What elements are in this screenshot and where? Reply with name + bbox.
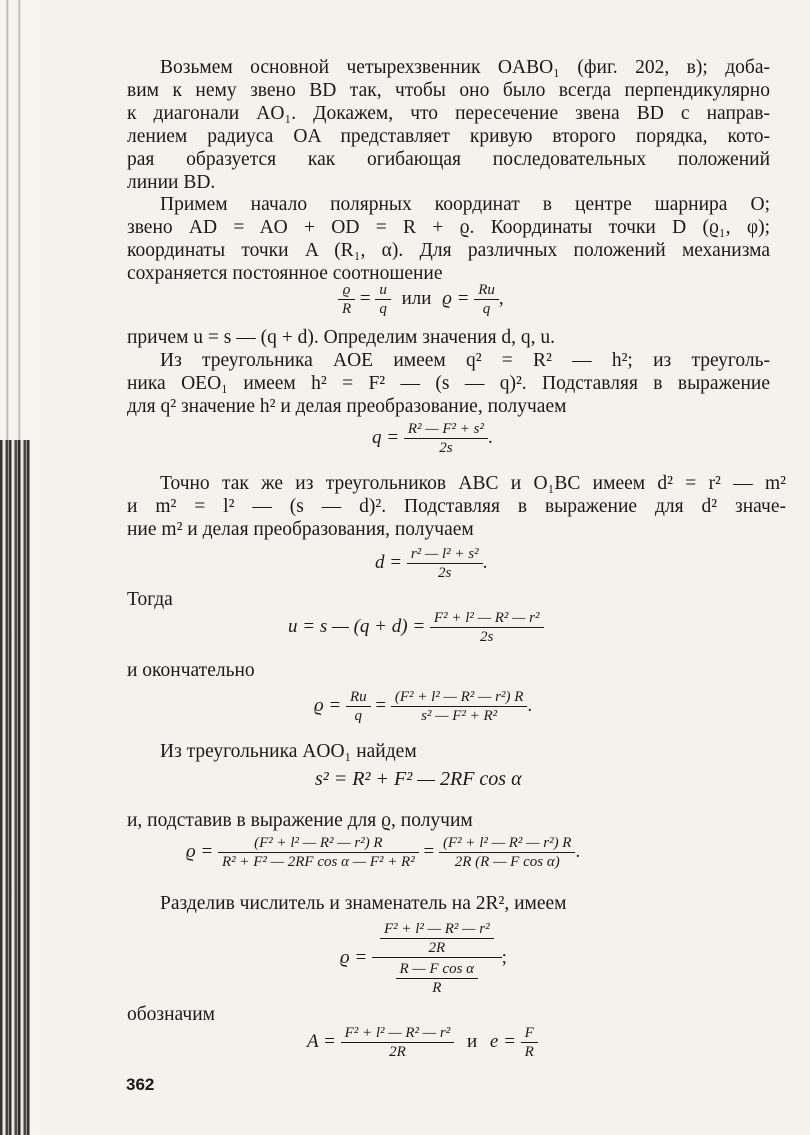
scan-binding-shadow [0, 440, 30, 1135]
para3-line3: ника OEO₁ имеем h² = F² — (s — q)². Подставляя в выражение [127, 373, 770, 394]
para1-line1: Возьмем основной четырехзвенник OABO₁ (фиг. 202, в); доба- [160, 57, 770, 78]
text-togda: Тогда [127, 589, 173, 610]
equation-u: u = s — (q + d) = $\frac{\text{F² + l² — R² — r²}}{2s}$ [288, 609, 544, 646]
para3-line1: причем u = s — (q + d). Определим значения d, q, u. [127, 327, 556, 348]
equation-s-squared: s² = R² + F² — 2RF cos α [315, 768, 522, 790]
para4-line2: и m² = l² — (s — d)². Подставляя в выражение для d² значе- [127, 496, 786, 517]
para1-line5: рая образуется как огибающая последовательных положений [127, 149, 770, 170]
equation-d: d = $\frac{\text{r² — l² + s²}}{2s}$ . [375, 546, 488, 581]
equation-rho-expanded: ϱ = $\frac{\text{(F² + l² — R² — r²) R}}{\text{R² + F² — 2RF cos α — F² + R²}}$ = $\frac{\text{(F² + l² — R² — r²) R}}{\text{2R (R — F cos α)}}$ . [186, 835, 581, 870]
para4-line3: ние m² и делая преобразования, получаем [127, 519, 474, 540]
para2-line4: сохраняется постоянное соотношение [127, 263, 443, 284]
text-razdeliv: Разделив числитель и знаменатель на 2R², имеем [160, 893, 567, 914]
para2-line3: координаты точки A (R₁, α). Для различных положений механизма [127, 240, 770, 261]
para1-line4: лением радиуса OA представляет кривую второго порядка, кото- [127, 126, 770, 147]
para3-line2: Из треугольника AOE имеем q² = R² — h²; из треуголь- [160, 350, 770, 371]
text-oboznachim: обозначим [127, 1004, 216, 1025]
equation-rho-final: ϱ = $\frac{Ru}{q}$ = $\frac{\text{(F² + l² — R² — r²) R}}{\text{s² — F² + R²}}$ . [314, 689, 533, 724]
para2-line1: Примем начало полярных координат в центре шарнира O; [160, 194, 770, 215]
equation-ratio: $\frac{ϱ}{R}$ = $\frac{u}{q}$ или ϱ = $\frac{Ru}{q}$ , [338, 281, 504, 318]
para1-line2: вим к нему звено BD так, чтобы оно было всегда перпендикулярно [127, 80, 770, 101]
para1-line6: линии BD. [127, 172, 216, 193]
para4-line1: Точно так же из треугольников ABC и O₁BC имеем d² = r² — m² [160, 473, 786, 494]
para1-line3: к диагонали AO₁. Докажем, что пересечение звена BD с направ- [127, 103, 770, 124]
text-podstaviv: и, подставив в выражение для ϱ, получим [127, 810, 473, 831]
equation-q: q = $\frac{\text{R² — F² + s²}}{2s}$ . [372, 421, 493, 456]
text-okonchatelno: и окончательно [127, 660, 255, 681]
para3-line4: для q² значение h² и делая преобразование, получаем [127, 396, 567, 417]
para2-line2: звено AD = AO + OD = R + ϱ. Координаты точки D (ϱ₁, φ); [127, 217, 770, 238]
page-number: 362 [126, 1075, 155, 1094]
text-iz-treugolnika: Из треугольника AOO₁ найдем [160, 741, 417, 762]
equation-A-and-e: A = $\frac{\text{F² + l² — R² — r²}}{2R}$ и e = $\frac{F}{R}$ [307, 1024, 538, 1061]
equation-rho-divided: ϱ = $\frac{\frac{\text{F² + l² — R² — r²}}{2R}}{\frac{\text{R — F cos α}}{R}}$ ; [340, 921, 507, 996]
